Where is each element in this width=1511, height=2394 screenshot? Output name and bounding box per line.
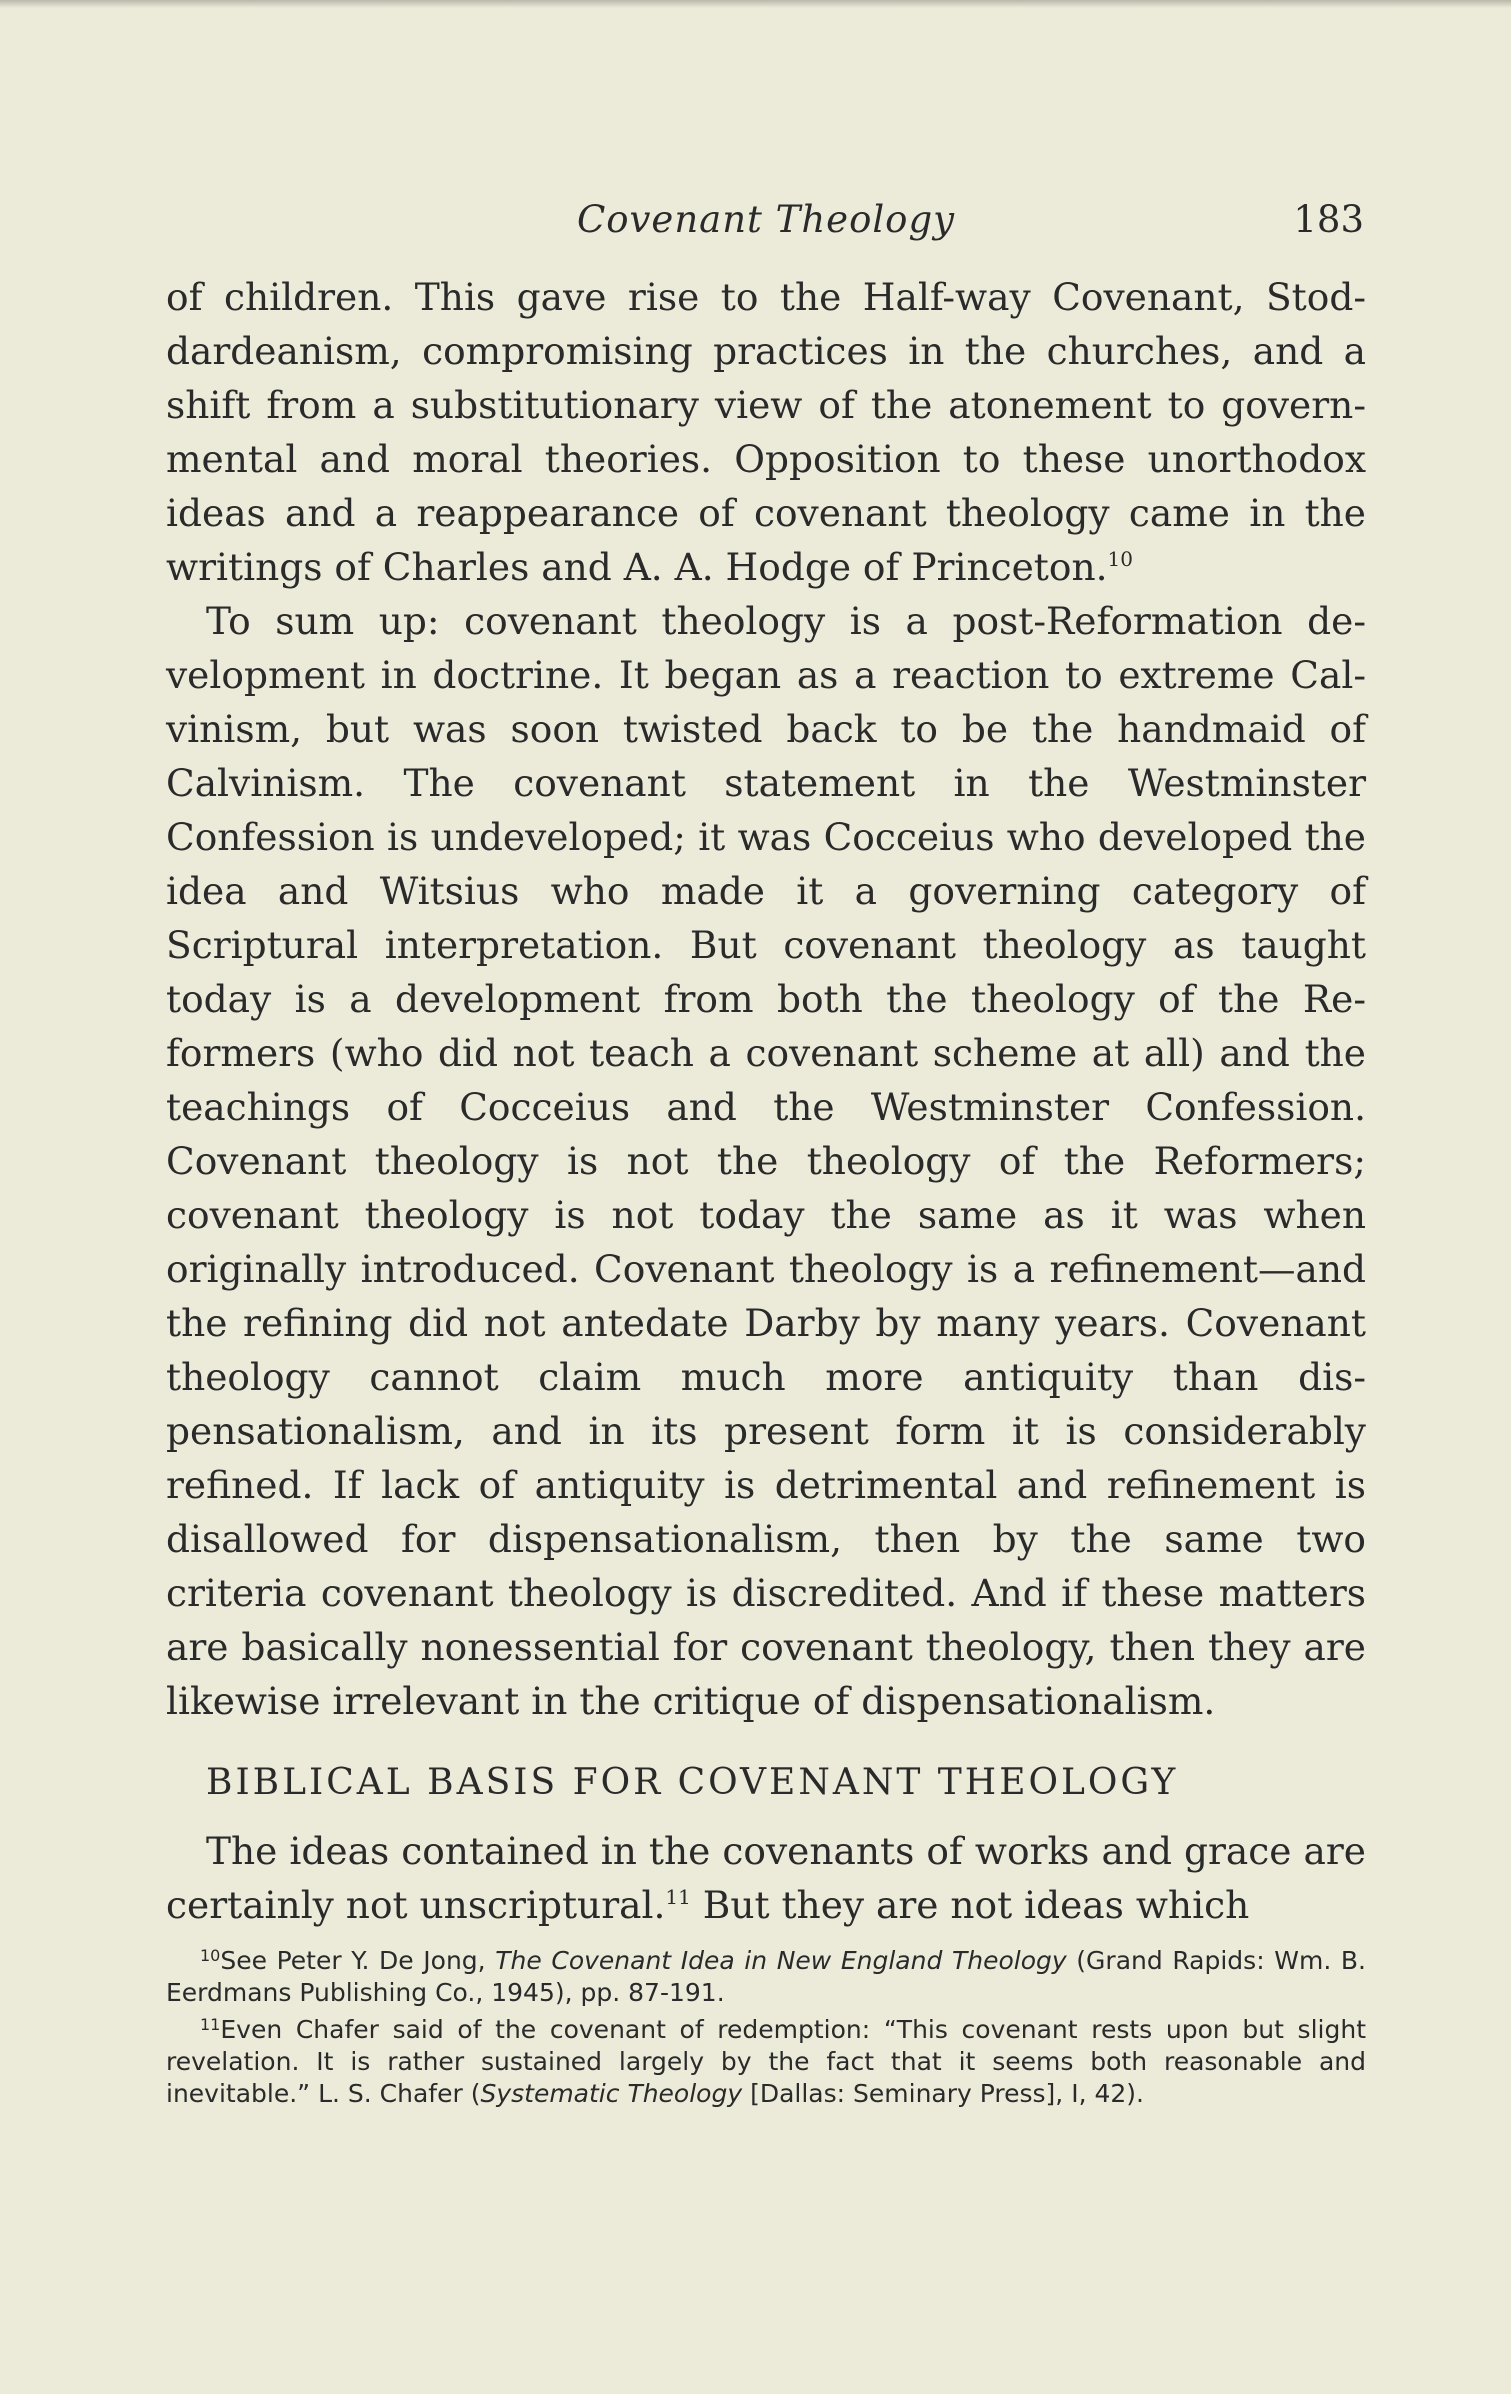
paragraph-continuation [166, 270, 1366, 594]
paragraph-text: To sum up: covenant theology is a post-Reformation development in doctrine. It began as a reaction to extreme Calvinism, but was soon twisted back to be the handmaid of Calvinism. The covenant statement in the Westminster Confession is undeveloped; it was Cocceius who developed the idea and Witsius who made it a governing category of Scriptural interpretation. But covenant theology as taught today is a development from both the theology of the Reformers (who did not teach a covenant scheme at all) and the teachings of Cocceius and the Westminster Confession. Covenant theology is not the theology of the Reformers; covenant theology is not today the same as it was when originally introduced. Covenant theology is a refinement—and the refining did not antedate Darby by many years. Covenant theology cannot claim much more antiquity than dispensationalism, and in its present form it is considerably refined. If lack of antiquity is detrimental and refinement is disallowed for dispensationalism, then by the same two criteria covenant theology is discredited. And if these matters are basically nonessential for covenant theology, then they are likewise irrelevant in the critique of dispensationalism. [166, 599, 1366, 1723]
footnote-mark: 10 [200, 1946, 221, 1965]
footnote [166, 2009, 1366, 2110]
paragraph-text: of children. This gave rise to the Half-way Covenant, Stoddardeanism, compromising practices in the churches, and a shift from a substitutionary view of the atonement to governmental and moral theories. Opposition to these unorthodox ideas and a reappearance of covenant theology came in the writings of Charles and A. A. Hodge of Princeton. [166, 275, 1366, 589]
running-title: Covenant Theology [576, 198, 956, 241]
paragraph-summary [166, 594, 1366, 1728]
footnote-title: The Covenant Idea in New England Theology [495, 1946, 1067, 1975]
footnote [166, 1940, 1366, 2009]
paragraph-biblical-basis [166, 1824, 1366, 1932]
footnote-text-continued: (Grand Rapids: Wm. B. Eerdmans Publishing Co., 1945), pp. 87-191. [166, 1946, 1366, 2007]
section-body [166, 1824, 1366, 1932]
section-heading: BIBLICAL BASIS FOR COVENANT THEOLOGY [206, 1762, 1179, 1803]
paragraph-text: The ideas contained in the covenants of works and grace are certainly not unscriptural. [166, 1829, 1366, 1927]
footnote-text: Even Chafer said of the covenant of redemption: “This covenant rests upon but slight revelation. It is rather sustained largely by the fact that it seems both reasonable and inevitable.” L. S. Chafer ( [166, 2015, 1366, 2108]
footnote-title: Systematic Theology [480, 2079, 743, 2108]
page-header [168, 198, 1364, 254]
footnotes [166, 1940, 1366, 2110]
footnote-reference: 11 [665, 1885, 691, 1909]
body-text [166, 270, 1366, 1728]
footnote-mark: 11 [200, 2015, 221, 2034]
footnote-reference: 10 [1107, 547, 1133, 571]
footnote-text: See Peter Y. De Jong, [220, 1946, 496, 1975]
footnote-text-continued: [Dallas: Seminary Press], I, 42). [742, 2079, 1144, 2108]
page-top-edge [0, 0, 1511, 8]
page-number: 183 [1293, 198, 1364, 241]
paragraph-text-continued: But they are not ideas which [690, 1883, 1250, 1927]
